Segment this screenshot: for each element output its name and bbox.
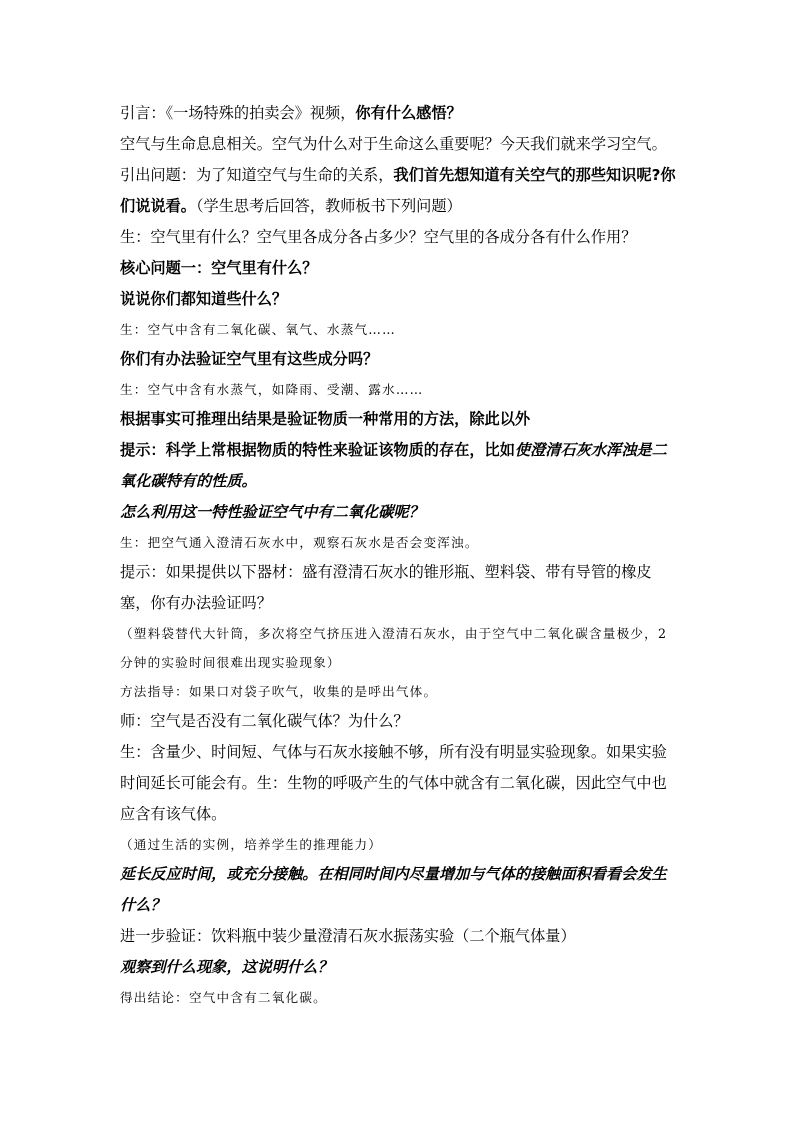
prompt-question: 你们有办法验证空气里有这些成分吗？ [120,350,379,368]
student-answer: 生：空气中含有水蒸气，如降雨、受潮、露水…… [120,382,424,397]
bracket-note: （塑料袋替代大针筒，多次将空气挤压进入澄清石灰水，由于空气中二氧化碳含量极少，2分钟的实验时间很难出现实验现象） [120,626,668,670]
hint-text: 提示：科学上常根据物质的特性来验证该物质的存在，比如 [120,441,515,459]
further-verification: 进一步验证：饮料瓶中装少量澄清石灰水振荡实验（二个瓶气体量） [120,927,576,945]
conclusion: 得出结论：空气中含有二氧化碳。 [120,990,327,1005]
question-text: 引出问题：为了知道空气与生命的关系， [120,166,394,184]
question-line [120,160,680,222]
hint-emphasis: 使澄清石灰水浑浊是二氧化碳特有的性质。 [120,441,667,490]
method-note: 根据事实可推理出结果是验证物质一种常用的方法，除此以外 [120,410,531,428]
hint-line [120,435,680,497]
student-answer: 生：空气里有什么？空气里各成分各占多少？空气里的各成分各有什么作用？ [120,228,637,246]
prompt-question: 延长反应时间，或充分接触。在相同时间内尽量增加与气体的接触面积看看会发生什么？ [120,865,667,914]
student-answer: 生：空气中含有二氧化碳、氧气、水蒸气…… [120,322,396,337]
bracket-note: （通过生活的实例，培养学生的推理能力） [120,837,383,852]
question-note: （学生思考后回答，教师板书下列问题） [195,197,462,215]
intro-text: 引言：《一场特殊的拍卖会》视频， [120,104,356,122]
prompt-question: 说说你们都知道些什么？ [120,290,288,308]
teacher-question: 师：空气是否没有二氧化碳气体？为什么？ [120,712,409,730]
intro-question: 你有什么感悟？ [355,104,462,122]
student-answer: 生：把空气通入澄清石灰水中，观察石灰水是否会变浑浊。 [120,535,479,550]
student-answer: 生：含量少、时间短、气体与石灰水接触不够，所有没有明显实验现象。如果实验时间延长可能会有。生：生物的呼吸产生的气体中就含有二氧化碳，因此空气中也应含有该气体。 [120,743,667,823]
intro-line [120,98,680,129]
prompt-question: 怎么利用这一特性验证空气中有二氧化碳呢？ [120,503,424,521]
document-page [120,98,680,1012]
hint-equipment: 提示：如果提供以下器材：盛有澄清石灰水的锥形瓶、塑料袋、带有导管的橡皮塞，你有办法验证吗？ [120,563,652,612]
core-question: 核心问题一：空气里有什么？ [120,259,318,277]
paragraph: 空气与生命息息相关。空气为什么对于生命这么重要呢？今天我们就来学习空气。 [120,135,667,153]
prompt-question: 观察到什么现象，这说明什么？ [120,958,333,976]
question-bold: 我们首先想知道有关空气的那些知识呢?你们说说看。 [120,166,676,215]
method-guide: 方法指导：如果口对袋子吹气，收集的是呼出气体。 [120,684,438,699]
